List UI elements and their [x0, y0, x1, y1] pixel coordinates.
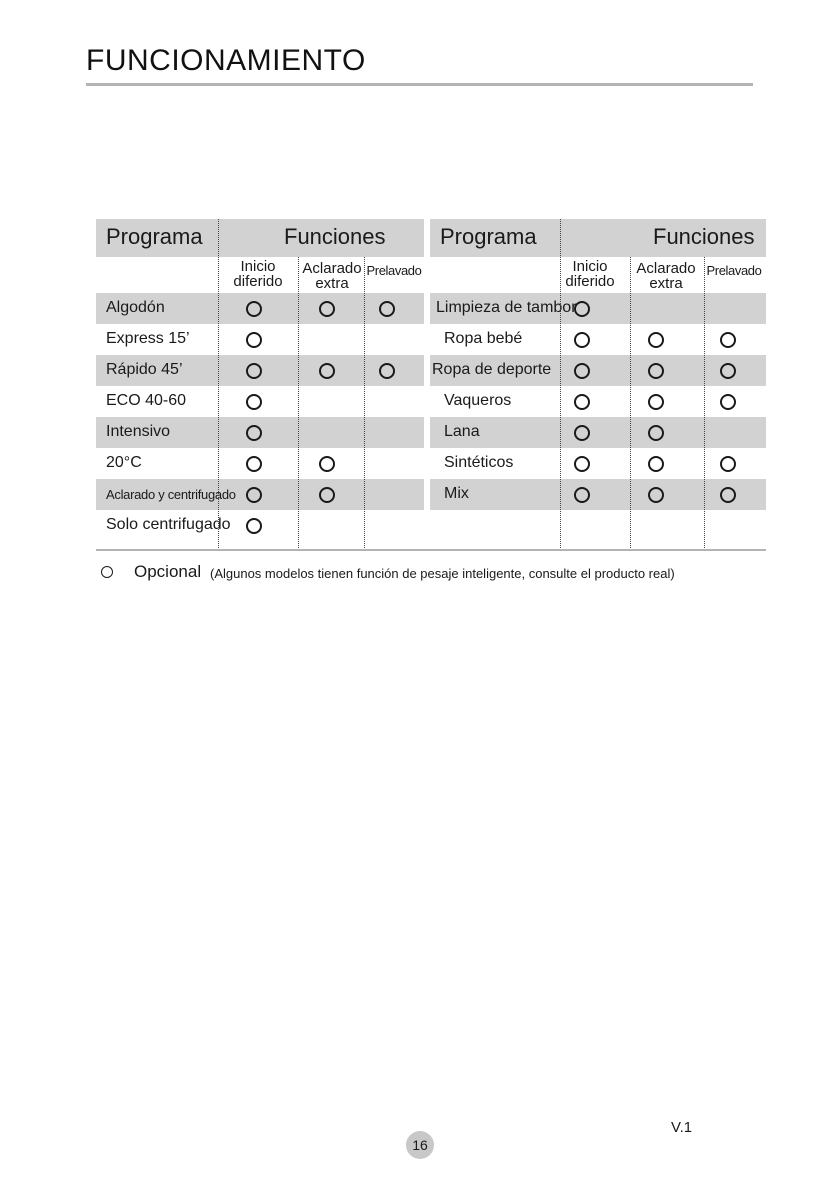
optional-circle-icon: [720, 394, 736, 410]
optional-circle-icon: [648, 332, 664, 348]
program-name: Lana: [444, 423, 480, 440]
optional-circle-icon: [574, 456, 590, 472]
optional-circle-icon: [246, 394, 262, 410]
legend-note: (Algunos modelos tienen función de pesaje inteligente, consulte el producto real): [210, 566, 675, 581]
function-column-headers: [96, 257, 424, 293]
optional-circle-icon: [246, 487, 262, 503]
table-row: [96, 417, 424, 448]
table-row: [96, 448, 424, 479]
delay-start-header: [554, 259, 626, 289]
program-name: Ropa de deporte: [432, 361, 552, 378]
table-header: [430, 219, 766, 257]
program-header: Programa: [440, 224, 537, 249]
table-bottom-rule: [96, 549, 766, 551]
table-left-half: [96, 219, 424, 550]
optional-circle-icon: [246, 456, 262, 472]
version-label: V.1: [671, 1119, 693, 1136]
delay-start-header-line1: Inicio: [572, 258, 608, 275]
functions-header: Funciones: [653, 224, 755, 249]
column-divider: [704, 257, 705, 550]
optional-circle-icon: [246, 425, 262, 441]
program-name: Vaqueros: [444, 392, 512, 409]
optional-circle-icon: [246, 363, 262, 379]
table-row: [96, 355, 424, 386]
optional-circle-icon: [379, 301, 395, 317]
table-row: [430, 417, 766, 448]
optional-circle-icon: [648, 425, 664, 441]
program-name: Rápido 45’: [106, 361, 183, 378]
table-row: [430, 293, 766, 324]
optional-circle-icon: [574, 301, 590, 317]
program-name: 20°C: [106, 454, 142, 471]
table-row: [430, 324, 766, 355]
table-row: [96, 479, 424, 510]
program-header: Programa: [106, 224, 203, 249]
page-title: FUNCIONAMIENTO: [86, 44, 366, 77]
column-divider: [630, 257, 631, 550]
optional-circle-icon: [319, 487, 335, 503]
program-name: Express 15’: [106, 330, 190, 347]
optional-circle-icon: [574, 487, 590, 503]
table-header: [96, 219, 424, 257]
function-column-headers: [430, 257, 766, 293]
optional-circle-icon: [720, 487, 736, 503]
optional-circle-icon: [574, 332, 590, 348]
program-name: Algodón: [106, 299, 165, 316]
column-divider: [218, 219, 219, 550]
program-name: Intensivo: [106, 423, 171, 440]
delay-start-header-line2: diferido: [233, 273, 283, 290]
optional-circle-icon: [101, 566, 113, 578]
optional-circle-icon: [720, 456, 736, 472]
prewash-header: Prelavado: [706, 263, 762, 278]
delay-start-header-line2: diferido: [565, 273, 615, 290]
program-name: Solo centrifugado: [106, 516, 231, 533]
table-row: [430, 448, 766, 479]
optional-circle-icon: [319, 363, 335, 379]
optional-circle-icon: [574, 363, 590, 379]
program-functions-table: [96, 219, 766, 551]
table-row: [96, 510, 424, 541]
extra-rinse-header: [298, 261, 366, 291]
delay-start-header: [218, 259, 298, 289]
optional-circle-icon: [246, 518, 262, 534]
table-right-half: [430, 219, 766, 550]
program-name: ECO 40-60: [106, 392, 187, 409]
optional-circle-icon: [574, 425, 590, 441]
optional-circle-icon: [319, 301, 335, 317]
table-row: [430, 386, 766, 417]
functions-header: Funciones: [284, 224, 386, 249]
prewash-header: Prelavado: [366, 263, 422, 278]
column-divider: [298, 257, 299, 550]
page-number: 16: [406, 1131, 434, 1159]
optional-circle-icon: [246, 301, 262, 317]
title-divider: [86, 83, 753, 86]
program-name: Sintéticos: [444, 454, 514, 471]
extra-rinse-header-line1: Aclarado: [302, 260, 362, 277]
optional-circle-icon: [648, 394, 664, 410]
optional-circle-icon: [574, 394, 590, 410]
optional-circle-icon: [648, 487, 664, 503]
table-row: [430, 355, 766, 386]
program-name: Limpieza de tambor: [436, 299, 577, 316]
legend-label: Opcional: [134, 562, 202, 581]
optional-circle-icon: [379, 363, 395, 379]
table-row: [96, 386, 424, 417]
program-name: Aclarado y centrifugado: [106, 487, 236, 502]
optional-circle-icon: [720, 363, 736, 379]
table-row: [96, 293, 424, 324]
optional-circle-icon: [648, 363, 664, 379]
optional-circle-icon: [648, 456, 664, 472]
extra-rinse-header-line2: extra: [649, 275, 683, 292]
extra-rinse-header-line2: extra: [315, 275, 349, 292]
delay-start-header-line1: Inicio: [240, 258, 276, 275]
table-row: [430, 479, 766, 510]
column-divider: [560, 219, 561, 550]
column-divider: [364, 257, 365, 550]
optional-circle-icon: [319, 456, 335, 472]
extra-rinse-header: [628, 261, 704, 291]
extra-rinse-header-line1: Aclarado: [636, 260, 696, 277]
optional-circle-icon: [246, 332, 262, 348]
table-row: [96, 324, 424, 355]
optional-circle-icon: [720, 332, 736, 348]
program-name: Mix: [444, 485, 469, 502]
program-name: Ropa bebé: [444, 330, 523, 347]
